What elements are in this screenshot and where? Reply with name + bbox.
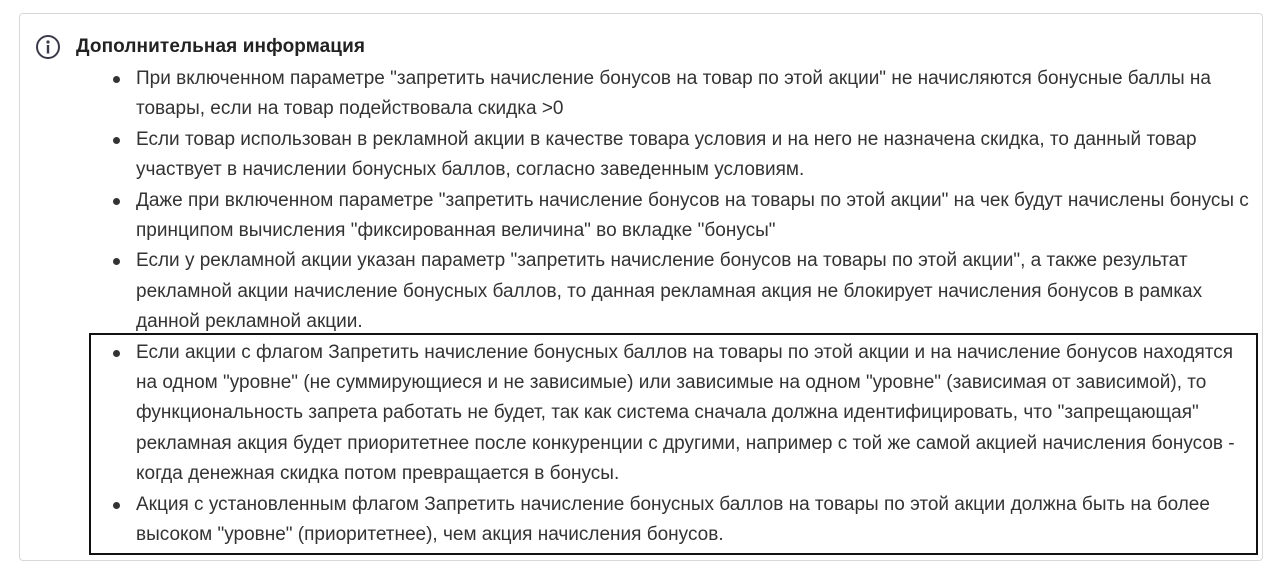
additional-info-panel <box>19 13 1263 561</box>
panel-header <box>35 34 365 60</box>
info-list <box>106 64 1256 551</box>
list-item: Акция с установленным флагом Запретить начисление бонусных баллов на товары по этой акции должна быть на более высоком "уровне" (приоритетнее), чем акция начисления бонусов. <box>106 490 1256 551</box>
list-item: Если акции с флагом Запретить начисление бонусных баллов на товары по этой акции и на начисление бонусов находятся на одном "уровне" (не суммирующиеся и не зависимые) или зависимые на одном "уровне" (зависимая от зависимой), то функциональность запрета работать не будет, так как система сначала должна идентифицировать, что "запрещающая" рекламная акция будет приоритетнее после конкуренции с другими, например с той же самой акцией начисления бонусов - когда денежная скидка потом превращается в бонусы. <box>106 338 1256 490</box>
list-item: Если у рекламной акции указан параметр "запретить начисление бонусов на товары по этой акции", а также результат рекламной акции начисление бонусных баллов, то данная рекламная акция не блокирует начисления бонусов в рамках данной рекламной акции. <box>106 246 1256 337</box>
list-item: При включенном параметре "запретить начисление бонусов на товар по этой акции" не начисляются бонусные баллы на товары, если на товар подействовала скидка >0 <box>106 64 1256 125</box>
list-item: Даже при включенном параметре "запретить начисление бонусов на товары по этой акции" на чек будут начислены бонусы с принципом вычисления "фиксированная величина" во вкладке "бонусы" <box>106 186 1256 247</box>
list-item: Если товар использован в рекламной акции в качестве товара условия и на него не назначена скидка, то данный товар участвует в начислении бонусных баллов, согласно заведенным условиям. <box>106 125 1256 186</box>
info-circle-icon <box>35 34 61 60</box>
panel-title: Дополнительная информация <box>76 36 366 57</box>
